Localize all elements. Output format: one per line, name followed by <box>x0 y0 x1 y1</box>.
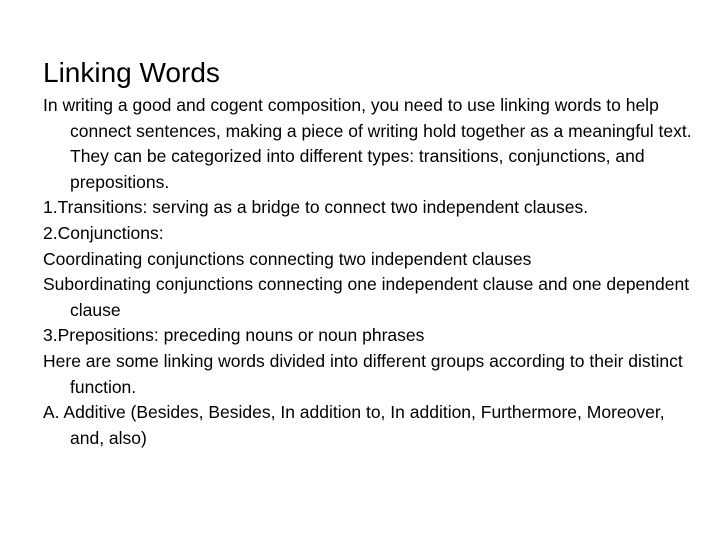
groups-intro-paragraph: Here are some linking words divided into different groups according to their distinct function. <box>43 350 683 397</box>
subordinating-conjunctions-line: Subordinating conjunctions connecting one independent clause and one dependent clause <box>43 274 690 320</box>
coordinating-conjunctions-line: Coordinating conjunctions connecting two independent clauses <box>43 248 532 269</box>
additive-group-item: A. Additive (Besides, Besides, In addition to, In addition, Furthermore, Moreover, and, also) <box>43 402 665 448</box>
slide-title: Linking Words <box>43 57 220 88</box>
intro-paragraph: In writing a good and cogent composition, you need to use linking words to help connect sentences, making a piece of writing hold together as a meaningful text. They can be categorized into different types: transitions, conjunctions, and prepositions. <box>43 95 692 192</box>
prepositions-item: 3.Prepositions: preceding nouns or noun phrases <box>43 325 425 346</box>
transitions-item: 1.Transitions: serving as a bridge to connect two independent clauses. <box>43 197 589 218</box>
slide-body <box>43 93 693 451</box>
conjunctions-item: 2.Conjunctions: <box>43 222 164 243</box>
